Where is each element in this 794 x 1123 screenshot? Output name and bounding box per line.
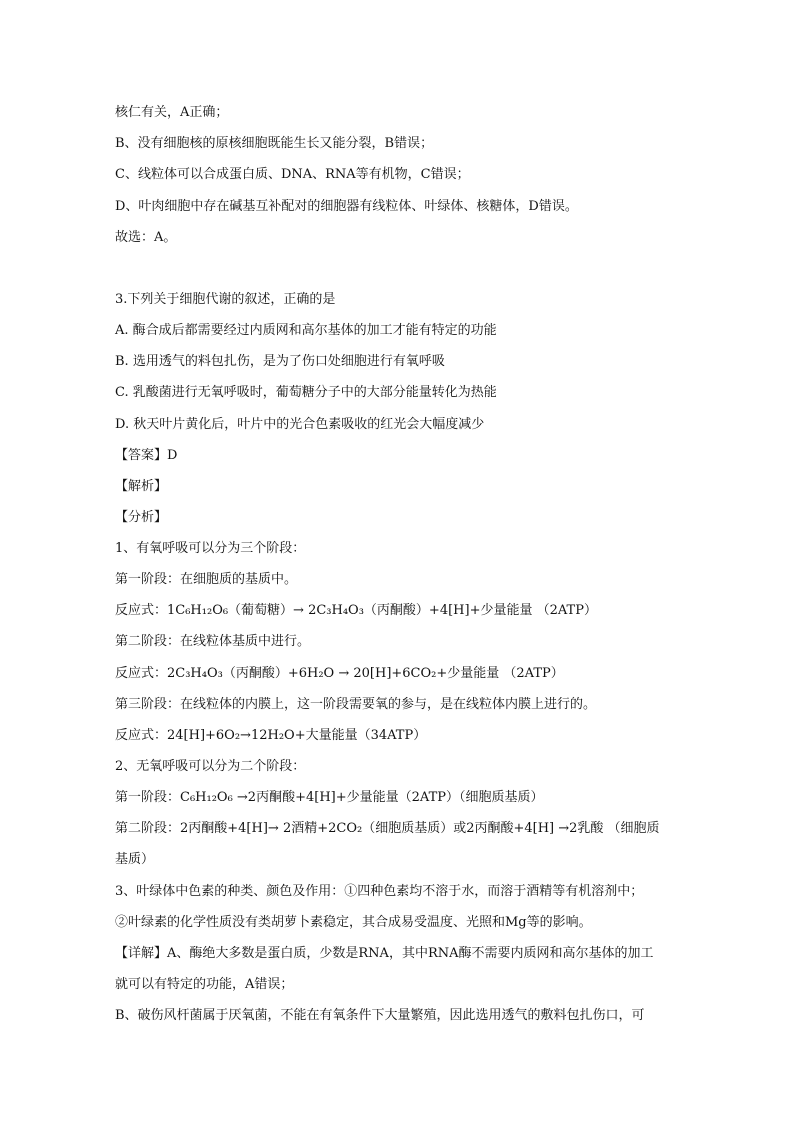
text-line: 故选：A。: [115, 230, 177, 245]
equation-line: 反应式：1C₆H₁₂O₆（葡萄糖）→ 2C₃H₄O₃（丙酮酸）+4[H]+少量能量 （2ATP）: [115, 603, 597, 618]
equation-line: 反应式：2C₃H₄O₃（丙酮酸）+6H₂O → 20[H]+6CO₂+少量能量 （2ATP）: [115, 666, 564, 681]
text-line: ②叶绿素的化学性质没有类胡萝卜素稳定，其合成易受温度、光照和Mg等的影响。: [115, 915, 592, 930]
text-line: 第一阶段：在细胞质的基质中。: [115, 572, 298, 587]
text-line: 就可以有特定的功能，A错误；: [115, 977, 294, 992]
text-line: B、破伤风杆菌属于厌氧菌，不能在有氧条件下大量繁殖，因此选用透气的敷料包扎伤口，可: [115, 1008, 645, 1023]
text-line: 第三阶段：在线粒体的内膜上，这一阶段需要氧的参与，是在线粒体内膜上进行的。: [115, 697, 597, 712]
detail-line: 【详解】A、酶绝大多数是蛋白质，少数是RNA，其中RNA酶不需要内质网和高尔基体的加工: [115, 946, 654, 961]
text-line: 3、叶绿体中色素的种类、颜色及作用：①四种色素均不溶于水，而溶于酒精等有机溶剂中；: [115, 884, 644, 899]
text-line: 第二阶段：在线粒体基质中进行。: [115, 634, 311, 649]
text-line: 基质）: [115, 852, 155, 867]
option-c: C. 乳酸菌进行无氧呼吸时，葡萄糖分子中的大部分能量转化为热能: [115, 385, 497, 400]
equation-line: 反应式：24[H]+6O₂→12H₂O+大量能量（34ATP）: [115, 728, 427, 743]
text-line: 1、有氧呼吸可以分为三个阶段：: [115, 541, 306, 556]
text-line: B、没有细胞核的原核细胞既能生长又能分裂，B错误；: [115, 136, 434, 151]
option-a: A. 酶合成后都需要经过内质网和高尔基体的加工才能有特定的功能: [115, 323, 497, 338]
equation-line: 第二阶段：2丙酮酸+4[H]→ 2酒精+2CO₂（细胞质基质）或2丙酮酸+4[H] →2乳酸 （细胞质: [115, 821, 660, 836]
text-line: 核仁有关，A正确；: [115, 105, 229, 120]
text-line: D、叶肉细胞中存在碱基互补配对的细胞器有线粒体、叶绿体、核糖体，D错误。: [115, 199, 578, 214]
equation-line: 第一阶段：C₆H₁₂O₆ →2丙酮酸+4[H]+少量能量（2ATP）（细胞质基质）: [115, 790, 544, 805]
analysis-heading: 【解析】: [115, 479, 168, 494]
option-b: B. 选用透气的料包扎伤，是为了伤口处细胞进行有氧呼吸: [115, 354, 445, 369]
section-heading: 【分析】: [115, 510, 168, 525]
question-stem: 3.下列关于细胞代谢的叙述，正确的是: [115, 292, 336, 307]
option-d: D. 秋天叶片黄化后，叶片中的光合色素吸收的红光会大幅度减少: [115, 417, 485, 432]
text-line: 2、无氧呼吸可以分为二个阶段：: [115, 759, 306, 774]
answer-heading: 【答案】D: [115, 448, 178, 463]
text-line: C、线粒体可以合成蛋白质、DNA、RNA等有机物，C错误；: [115, 167, 470, 182]
